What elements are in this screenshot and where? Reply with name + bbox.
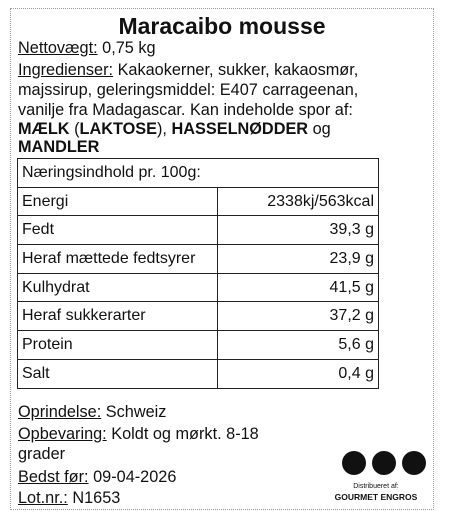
nutrient-name: Kulhydrat <box>18 273 218 302</box>
distributor-caption: Distribueret af: <box>353 483 399 490</box>
allergen-hazelnuts: HASSELNØDDER <box>171 120 309 139</box>
table-row <box>18 187 379 216</box>
storage-label: Opbevaring: <box>18 425 107 443</box>
table-row <box>18 216 379 245</box>
nutrient-value: 0,4 g <box>218 359 379 388</box>
net-weight <box>18 39 428 59</box>
three-dots-logo-icon <box>342 451 426 475</box>
nutrient-value: 37,2 g <box>218 302 379 331</box>
nutrient-name: Energi <box>18 187 218 216</box>
logo-dot <box>402 451 426 475</box>
nutrient-value: 2338kj/563kcal <box>218 187 379 216</box>
nutrient-value: 5,6 g <box>218 331 379 360</box>
table-row <box>18 331 379 360</box>
nutrient-name: Protein <box>18 331 218 360</box>
nutrition-table <box>17 158 379 389</box>
nutrient-name: Fedt <box>18 216 218 245</box>
table-row <box>18 245 379 274</box>
nutrient-name: Heraf mættede fedtsyrer <box>18 245 218 274</box>
nutrient-value: 39,3 g <box>218 216 379 245</box>
product-label <box>10 8 434 510</box>
logo-dot <box>342 451 366 475</box>
ingredients-connector: og <box>308 120 331 139</box>
paren-open: ( <box>69 120 80 139</box>
nutrient-name: Heraf sukkerarter <box>18 302 218 331</box>
allergen-almonds: MANDLER <box>18 138 100 157</box>
nutrient-value: 23,9 g <box>218 245 379 274</box>
best-before-label: Bedst før: <box>18 468 89 486</box>
paren-close: ), <box>157 120 172 139</box>
origin-label: Oprindelse: <box>18 403 102 421</box>
origin <box>18 403 428 423</box>
logo-dot <box>372 451 396 475</box>
storage <box>18 425 318 465</box>
ingredients-line-3: vanilje fra Madagascar. Kan indeholde spor af: <box>18 100 353 119</box>
distributor-name: GOURMET ENGROS <box>334 492 418 502</box>
storage-value-line-2: grader <box>18 444 66 463</box>
best-before-value: 09-04-2026 <box>88 468 177 486</box>
best-before <box>18 468 318 488</box>
origin-value: Schweiz <box>101 403 167 421</box>
table-row <box>18 302 379 331</box>
ingredients <box>18 61 428 155</box>
allergen-lactose: LAKTOSE <box>79 120 157 139</box>
lot-number <box>18 489 318 509</box>
net-weight-label: Nettovægt: <box>18 39 98 57</box>
ingredients-label: Ingredienser: <box>18 61 114 79</box>
nutrient-value: 41,5 g <box>218 273 379 302</box>
ingredients-line-2: majssirup, geleringsmiddel: E407 carrageenan, <box>18 80 359 99</box>
nutrition-header-row <box>18 159 379 188</box>
nutrient-name: Salt <box>18 359 218 388</box>
nutrition-header: Næringsindhold pr. 100g: <box>18 159 379 188</box>
table-row <box>18 359 379 388</box>
product-title: Maracaibo mousse <box>118 13 326 39</box>
storage-value-line-1: Koldt og mørkt. 8-18 <box>106 425 259 443</box>
lot-number-label: Lot.nr.: <box>18 489 68 507</box>
allergen-milk: MÆLK <box>18 120 70 139</box>
lot-number-value: N1653 <box>67 489 121 507</box>
table-row <box>18 273 379 302</box>
net-weight-value: 0,75 kg <box>97 39 156 57</box>
ingredients-line-1: Kakaokerner, sukker, kakaosmør, <box>113 61 359 79</box>
